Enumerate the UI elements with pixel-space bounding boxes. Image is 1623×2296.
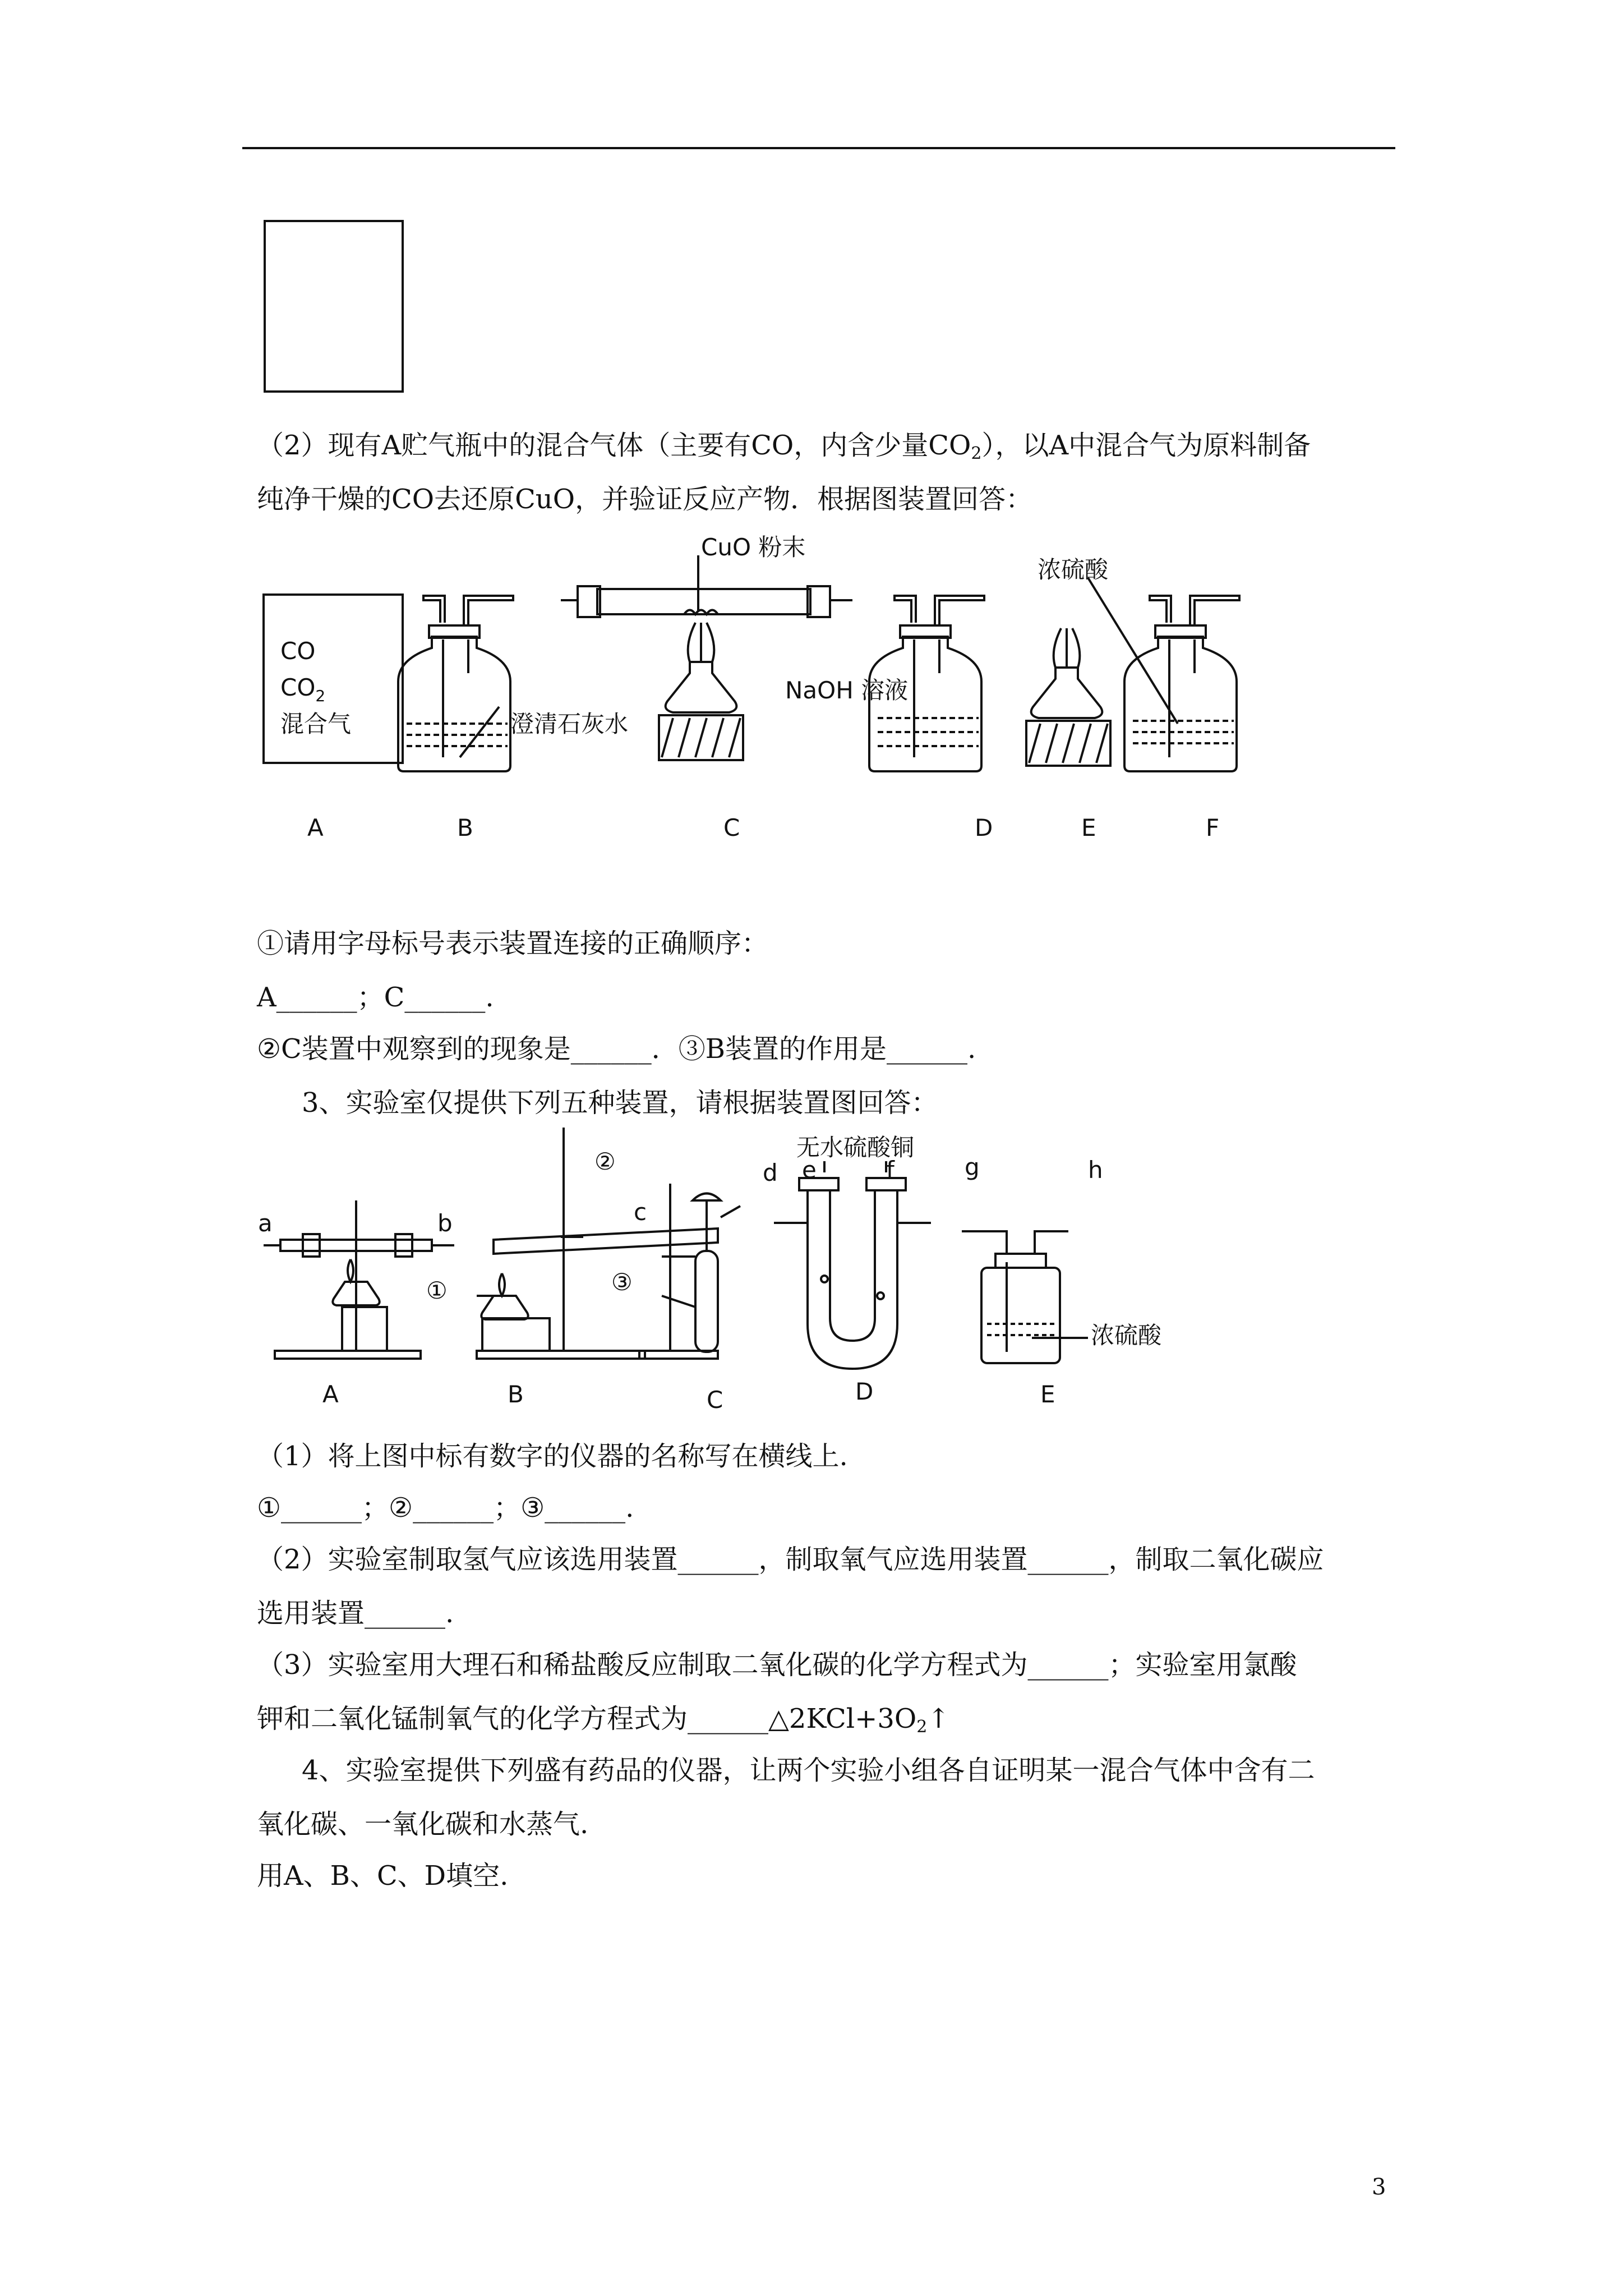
box-label-co: CO [280, 637, 316, 665]
q4-line3: 用A、B、C、D填空. [257, 1860, 509, 1892]
circled-3: ③ [611, 1268, 633, 1296]
q2-intro-line2: 纯净干燥的CO去还原CuO，并验证反应产物．根据图装置回答： [257, 484, 1033, 515]
fig2-letter-b: B [508, 1381, 524, 1408]
apparatus-a [264, 1200, 454, 1359]
letter-c: C [723, 814, 740, 841]
apparatus-figure-2 [247, 1128, 1234, 1419]
label-sulfuric-acid-e: 浓硫酸 [1091, 1322, 1162, 1349]
q3-sub3-line1: （3）实验室用大理石和稀盐酸反应制取二氧化碳的化学方程式为______；实验室用氯酸 [257, 1649, 1297, 1681]
apparatus-c [639, 1184, 740, 1359]
q4-line2: 氧化碳、一氧化碳和水蒸气. [257, 1809, 589, 1840]
wash-bottle-b [398, 596, 513, 771]
label-anhydrous-cuso4: 无水硫酸铜 [796, 1134, 915, 1161]
apparatus-d [774, 1161, 931, 1369]
q2-intro-line1: （2）现有A贮气瓶中的混合气体（主要有CO，内含少量$CO_2$），以A中混合气为原料制备 [257, 430, 1311, 463]
circled-2: ② [594, 1148, 616, 1175]
q2-sub1: ①请用字母标号表示装置连接的正确顺序： [257, 928, 769, 959]
page-number: 3 [1372, 2174, 1386, 2200]
q3-sub3-line2: 钾和二氧化锰制氧气的化学方程式为$\_\_\_\_\_\_\triangle 2KCl+3O_2↑$ [257, 1703, 950, 1737]
blank-figure-box [264, 220, 404, 393]
header-rule [242, 147, 1395, 149]
q3-sub1: （1）将上图中标有数字的仪器的名称写在横线上. [257, 1441, 848, 1472]
q3-sub1-answer: ①______；②______；③______. [257, 1492, 634, 1524]
wash-bottle-f [1124, 596, 1239, 771]
port-b: b [437, 1209, 453, 1237]
circled-1: ① [426, 1277, 448, 1304]
label-naoh: NaOH 溶液 [785, 677, 909, 704]
port-h: h [1088, 1156, 1103, 1184]
apparatus-figure-1 [247, 533, 1290, 853]
label-sulfuric-acid-f: 浓硫酸 [1038, 556, 1109, 583]
port-d: d [763, 1159, 778, 1186]
apparatus-e [962, 1231, 1088, 1363]
q3-sub2-line2: 选用装置______. [257, 1598, 454, 1629]
fig2-letter-d: D [855, 1378, 874, 1405]
label-cuo-powder: CuO 粉末 [701, 533, 806, 561]
label-limewater: 澄清石灰水 [510, 710, 629, 738]
letter-f: F [1206, 814, 1220, 841]
port-g: g [965, 1153, 980, 1181]
alcohol-lamp-e [1026, 628, 1110, 766]
letter-d: D [975, 814, 993, 841]
fig2-letter-c: C [707, 1386, 723, 1414]
port-c: c [634, 1198, 647, 1226]
letter-a: A [307, 814, 324, 841]
port-e: e [802, 1156, 817, 1184]
port-a: a [258, 1209, 273, 1237]
q2-sub1-answer: A______；C______. [257, 982, 494, 1013]
q3-title: 3、实验室仅提供下列五种装置，请根据装置图回答： [302, 1087, 938, 1119]
letter-e: E [1081, 814, 1096, 841]
box-label-co2: $CO_2$ [280, 674, 326, 705]
q4-line1: 4、实验室提供下列盛有药品的仪器，让两个实验小组各自证明某一混合气体中含有二 [302, 1755, 1315, 1786]
q3-sub2-line1: （2）实验室制取氢气应该选用装置______，制取氧气应选用装置______，制取二氧化碳应 [257, 1544, 1324, 1575]
letter-b: B [457, 814, 473, 841]
box-label-mixed-gas: 混合气 [280, 710, 352, 738]
fig2-letter-e: E [1040, 1381, 1055, 1408]
fig2-letter-a: A [322, 1381, 339, 1408]
port-f: f [886, 1156, 895, 1184]
q2-sub2: ②C装置中观察到的现象是______．③B装置的作用是______. [257, 1033, 976, 1065]
